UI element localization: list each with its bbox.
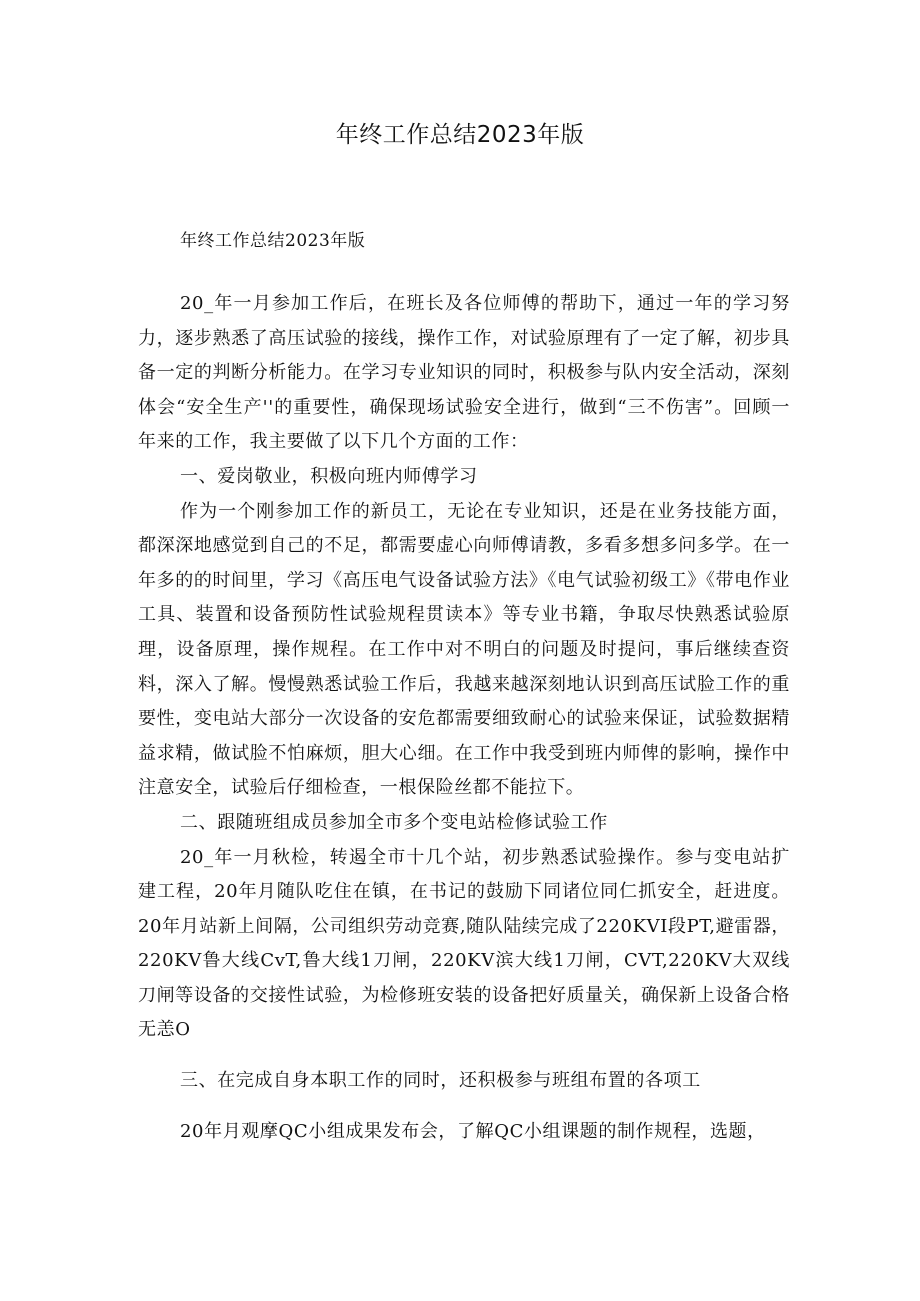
document-body (138, 287, 790, 1149)
page-title: 年终工作总结2023年版 (335, 122, 585, 148)
paragraph-gap (138, 1048, 790, 1064)
paragraph-section-2: 20_年一月秋检，转遏全市十几个站，初步熟悉试验操作。参与变电站扩建工程，20年月随队吃住在镇，在书记的鼓励下同诸位同仁抓安全，赶进度。20年月站新上间隔，公司组织劳动竞赛,随队陆续完成了220KVI段PT,避雷器，220KV鲁大线CvT,鲁大线1刀闸，220KV滨大线1刀闸，CVT,220KV大双线刀闸等设备的交接性试验，为检修班安装的设备把好质量关，确保新上设备合格无恙O (138, 846, 790, 1041)
document-subtitle: 年终工作总结2023年版 (180, 231, 366, 251)
section-heading-1: 一、爱岗敬业，积极向班内师傅学习 (180, 465, 478, 487)
paragraph-section-1: 作为一个刚参加工作的新员工，无论在专业知识，还是在业务技能方面，都深深地感觉到自己的不足，都需要虚心向师傅请教，多看多想多问多学。在一年多的的时间里，学习《高压电气设备试验方法》《电气试验初级工》《带电作业工具、装置和设备预防性试验规程贯读本》等专业书籍，争取尽快熟悉试验原理，设备原理，操作规程。在工作中对不明白的问题及时提问，事后继续查资料，深入了解。慢慢熟悉试验工作后，我越来越深刻地认识到高压试脸工作的重要性，变电站大部分一次设备的安危都需要细致耐心的试验来保证，试验数据精益求精，做试脸不怕麻烦，胆大心细。在工作中我受到班内师俾的影响，操作中注意安全，试验后仔细检查，一根保险丝都不能拉下。 (138, 500, 790, 799)
paragraph-section-3: 20年月观摩QC小组成果发布会，了解QC小组课题的制作规程，选题， (180, 1120, 766, 1142)
section-heading-2: 二、跟随班组成员参加全市多个变电站检修试验工作 (180, 811, 608, 833)
paragraph-intro: 20_年一月参加工作后，在班长及各位师傅的帮助下，通过一年的学习努力，逐步熟悉了高压试验的接线，操作工作，对试验原理有了一定了解，初步具备一定的判断分析能力。在学习专业知识的同时，积极参与队内安全活动，深刻体会“安全生产''的重要性，确保现场试验安全进行，做到“三不伤害”。回顾一年来的工作，我主要做了以下几个方面的工作： (138, 293, 790, 453)
section-heading-3: 三、在完成自身本职工作的同时，还积极参与班组布置的各项工 (180, 1070, 701, 1092)
paragraph-gap (138, 1099, 790, 1115)
